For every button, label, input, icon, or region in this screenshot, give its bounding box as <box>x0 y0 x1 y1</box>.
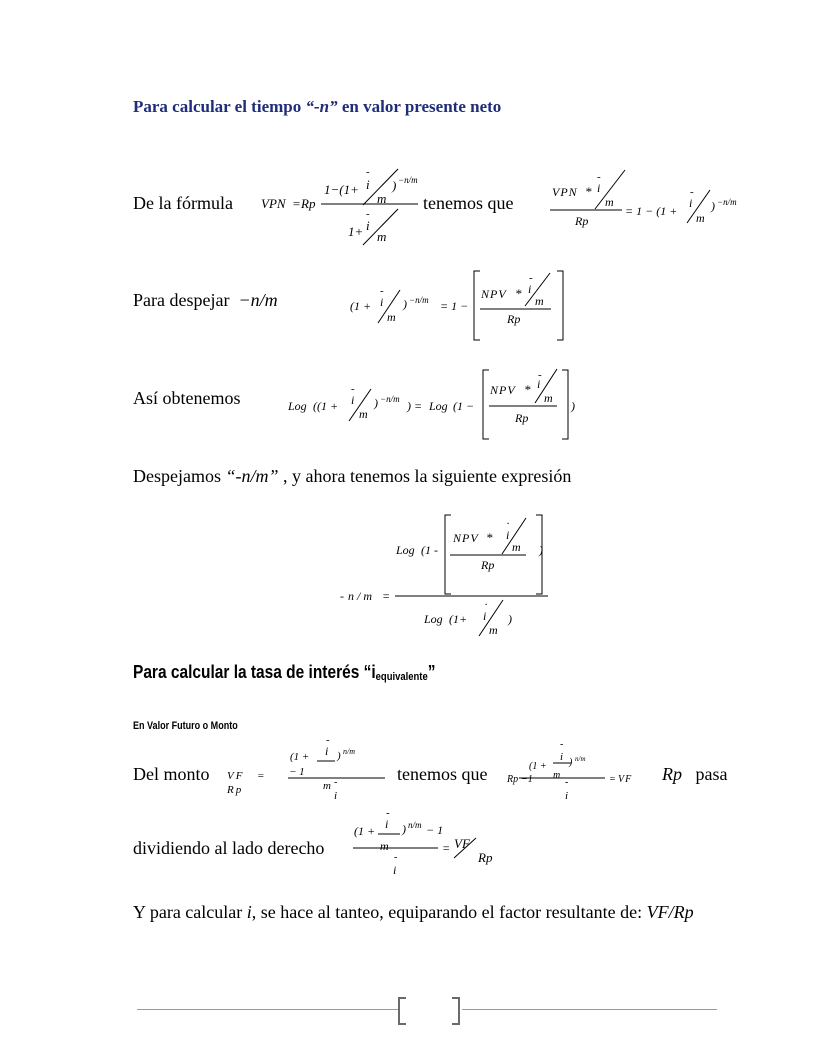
svg-text:i: i <box>528 282 532 296</box>
svg-text:Rp: Rp <box>227 784 244 796</box>
svg-text:Log: Log <box>429 399 448 413</box>
subheading-future-value: En Valor Futuro o Monto <box>133 720 238 732</box>
svg-text:i: i <box>334 790 338 802</box>
vf-rearranged-formula <box>505 735 655 805</box>
from-formula-text: De la fórmula <box>133 193 233 213</box>
from-amount-text: Del monto <box>133 764 210 784</box>
svg-text:(1 +: (1 + <box>350 299 372 313</box>
svg-text:i: i <box>689 196 693 210</box>
svg-text:((1 +: ((1 + <box>313 399 339 413</box>
svg-text:i: i <box>366 177 370 192</box>
svg-text:m: m <box>544 391 553 405</box>
svg-text:-: - <box>597 171 601 183</box>
dividing-text: dividiendo al lado derecho <box>133 838 325 858</box>
svg-text:n/m: n/m <box>343 747 355 756</box>
svg-text:i: i <box>393 863 397 877</box>
svg-text:) =: ) = <box>407 399 423 413</box>
svg-text:=: = <box>382 589 391 603</box>
svg-text:): ) <box>402 822 406 836</box>
svg-text:-: - <box>351 383 355 395</box>
svg-text:-: - <box>380 285 384 297</box>
svg-text:): ) <box>392 178 397 193</box>
thus-obtain-text: Así obtenemos <box>133 388 241 408</box>
svg-text:− 1: − 1 <box>426 823 444 837</box>
svg-text:VPN: VPN <box>552 185 578 199</box>
svg-text:(1 −: (1 − <box>453 399 475 413</box>
svg-text:.: . <box>507 515 510 527</box>
svg-text:1−(1+: 1−(1+ <box>324 182 359 197</box>
svg-text:i: i <box>366 218 370 233</box>
svg-text:i: i <box>385 817 389 831</box>
svg-text:): ) <box>711 199 715 213</box>
section-heading-time: Para calcular el tiempo “-n” en valor presente neto <box>133 97 502 116</box>
svg-text:NPV: NPV <box>453 531 479 545</box>
svg-text:(1 +: (1 + <box>354 824 376 838</box>
svg-text:i: i <box>325 744 329 758</box>
svg-text:Rp: Rp <box>301 196 316 211</box>
svg-text:*: * <box>515 286 522 301</box>
svg-text:=: = <box>609 774 616 785</box>
svg-text:= 1 − (1 +: = 1 − (1 + <box>625 204 678 218</box>
log-formula <box>285 365 585 445</box>
svg-text:Log: Log <box>288 399 307 413</box>
svg-text:*: * <box>486 530 493 545</box>
svg-text:m: m <box>535 294 544 308</box>
footer-rule-left <box>137 1009 400 1010</box>
svg-text:): ) <box>374 396 378 410</box>
svg-text:(1 +: (1 + <box>290 751 310 763</box>
svg-text:i: i <box>560 751 564 763</box>
svg-text:n/m: n/m <box>575 755 586 763</box>
svg-text:-: - <box>386 807 390 819</box>
svg-text:= 1 −: = 1 − <box>440 299 469 313</box>
svg-text:m: m <box>605 195 614 209</box>
svg-text:): ) <box>403 297 407 311</box>
svg-text:i: i <box>351 393 355 407</box>
svg-text:m: m <box>696 211 705 225</box>
svg-text:-: - <box>690 186 694 198</box>
svg-text:i: i <box>565 790 569 802</box>
svg-text:-: - <box>334 777 338 788</box>
svg-text:m: m <box>359 407 368 421</box>
svg-text:*: * <box>585 184 592 199</box>
svg-text:n/m: n/m <box>408 820 422 830</box>
svg-text:=: = <box>292 196 301 211</box>
svg-text:n / m: n / m <box>348 589 372 603</box>
svg-text:m: m <box>377 191 387 206</box>
svg-text:): ) <box>508 612 512 626</box>
svg-text:−1: −1 <box>521 774 533 785</box>
svg-text:1+: 1+ <box>348 224 364 239</box>
svg-text:-: - <box>366 166 370 178</box>
svg-text:i: i <box>506 528 510 542</box>
svg-text:): ) <box>569 757 573 768</box>
svg-text:VF: VF <box>454 836 470 851</box>
svg-text:−n/m: −n/m <box>717 197 737 207</box>
svg-text:): ) <box>539 543 543 557</box>
svg-text:Rp: Rp <box>575 214 589 228</box>
svg-text:): ) <box>337 750 341 762</box>
vf-formula <box>225 733 390 803</box>
svg-text:=: = <box>257 770 265 782</box>
footer-bracket-right <box>452 997 460 1025</box>
svg-text:-: - <box>565 777 569 788</box>
svg-text:m: m <box>553 770 561 781</box>
svg-text:i: i <box>483 609 487 623</box>
svg-text:Rp: Rp <box>515 411 529 425</box>
svg-text:m: m <box>323 780 331 792</box>
footer-bracket-left <box>398 997 406 1025</box>
vpn-formula <box>258 165 428 245</box>
exponent-isolation-formula <box>345 268 575 343</box>
solved-n-formula <box>338 510 553 640</box>
svg-text:m: m <box>377 229 387 244</box>
svg-text:.: . <box>485 596 488 608</box>
svg-text:Rp: Rp <box>507 312 521 326</box>
svg-text:Rp: Rp <box>481 558 495 572</box>
svg-text:Rp: Rp <box>478 850 493 865</box>
svg-text:m: m <box>489 623 498 637</box>
svg-text:-: - <box>560 739 564 750</box>
svg-text:− 1: − 1 <box>289 766 305 778</box>
svg-text:-: - <box>326 734 330 746</box>
we-have-text: tenemos que <box>423 193 514 213</box>
section-heading-interest-rate: Para calcular la tasa de interés “$i_{equivalente}$” <box>133 662 436 683</box>
svg-text:Log: Log <box>396 543 415 557</box>
svg-text:*: * <box>524 382 531 397</box>
svg-text:m: m <box>380 839 389 853</box>
svg-text:VF: VF <box>618 774 633 785</box>
svg-text:m: m <box>387 310 396 324</box>
solve-expression-text: Despejamos “-n/m” , y ahora tenemos la siguiente expresión <box>133 466 572 486</box>
svg-text:-: - <box>529 272 533 284</box>
vpn-rearranged-formula <box>550 165 750 230</box>
to-solve-text: Para despejar −n/m <box>133 290 278 310</box>
svg-text:Rp: Rp <box>507 774 519 785</box>
we-have-text-2: tenemos que <box>397 764 488 784</box>
svg-text:-: - <box>366 208 370 220</box>
svg-text:i: i <box>537 377 541 391</box>
svg-text:NPV: NPV <box>490 383 516 397</box>
svg-text:m: m <box>512 540 521 554</box>
final-instruction-text: Y para calcular i, se hace al tanteo, equiparando el factor resultante de: VF/Rp <box>133 902 694 922</box>
rp-passes-text: Rp pasa <box>662 764 728 784</box>
svg-text:): ) <box>571 399 575 413</box>
svg-text:NPV: NPV <box>481 287 507 301</box>
svg-text:(1+: (1+ <box>449 612 468 626</box>
svg-text:−n/m: −n/m <box>380 394 400 404</box>
svg-text:i: i <box>380 295 384 309</box>
footer-rule-right <box>462 1009 717 1010</box>
svg-text:−n/m: −n/m <box>409 295 429 305</box>
svg-text:=: = <box>442 841 451 855</box>
svg-text:i: i <box>597 181 601 195</box>
svg-text:-: - <box>538 369 542 381</box>
svg-text:(1 +: (1 + <box>529 761 547 772</box>
svg-text:−n/m: −n/m <box>398 175 418 185</box>
svg-text:VF: VF <box>227 770 245 782</box>
svg-text:VPN: VPN <box>261 196 286 211</box>
svg-text:(1 -: (1 - <box>421 543 438 557</box>
svg-text:-: - <box>394 852 398 863</box>
svg-text:-: - <box>340 589 344 603</box>
svg-text:Log: Log <box>424 612 443 626</box>
vf-ratio-formula <box>350 808 510 880</box>
